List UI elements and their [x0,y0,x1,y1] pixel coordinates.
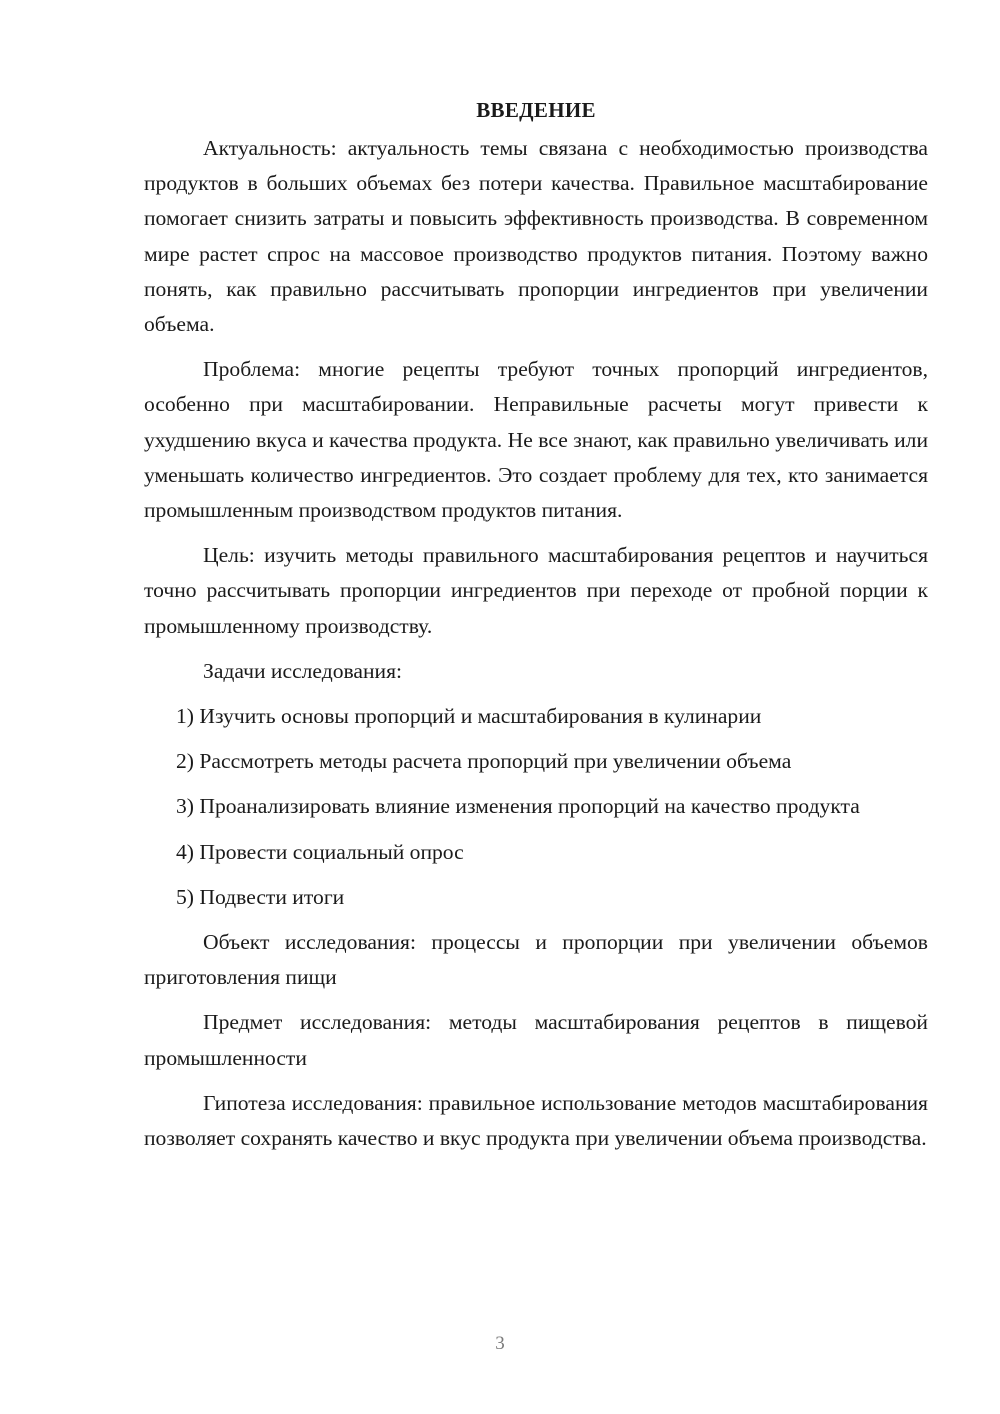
problem-paragraph: Проблема: многие рецепты требуют точных пропорций ингредиентов, особенно при масштабировании. Неправильные расчеты могут привести к ухудшению вкуса и качества продукта. Не все знают, как правильно увеличивать или уменьшать количество ингредиентов. Это создает проблему для тех, кто занимается промышленным производством продуктов питания. [144,357,928,523]
task-item-1: 1) Изучить основы пропорций и масштабирования в кулинарии [176,704,762,729]
goal-paragraph: Цель: изучить методы правильного масштабирования рецептов и научиться точно рассчитывать пропорции ингредиентов при переходе от пробной порции к промышленному производству. [144,543,928,638]
task-item-5: 5) Подвести итоги [176,884,345,909]
object-paragraph: Объект исследования: процессы и пропорции при увеличении объемов приготовления пищи [144,930,928,990]
tasks-heading: Задачи исследования: [203,658,403,683]
task-item-4: 4) Провести социальный опрос [176,839,464,864]
task-item-3: 3) Проанализировать влияние изменения пропорций на качество продукта [176,794,860,819]
hypothesis-paragraph: Гипотеза исследования: правильное использование методов масштабирования позволяет сохранять качество и вкус продукта при увеличении объема производства. [144,1090,928,1151]
page-title: ВВЕДЕНИЕ [476,98,596,122]
subject-paragraph: Предмет исследования: методы масштабирования рецептов в пищевой промышленности [144,1010,928,1070]
page-number: 3 [495,1333,505,1354]
relevance-paragraph: Актуальность: актуальность темы связана с необходимостью производства продуктов в больших объемах без потери качества. Правильное масштабирование помогает снизить затраты и повысить эффективность производства. В современном мире растет спрос на массовое производство продуктов питания. Поэтому важно понять, как правильно рассчитывать пропорции ингредиентов при увеличении объема. [144,136,928,337]
task-item-2: 2) Рассмотреть методы расчета пропорций при увеличении объема [176,749,792,774]
document-page [144,90,928,1156]
